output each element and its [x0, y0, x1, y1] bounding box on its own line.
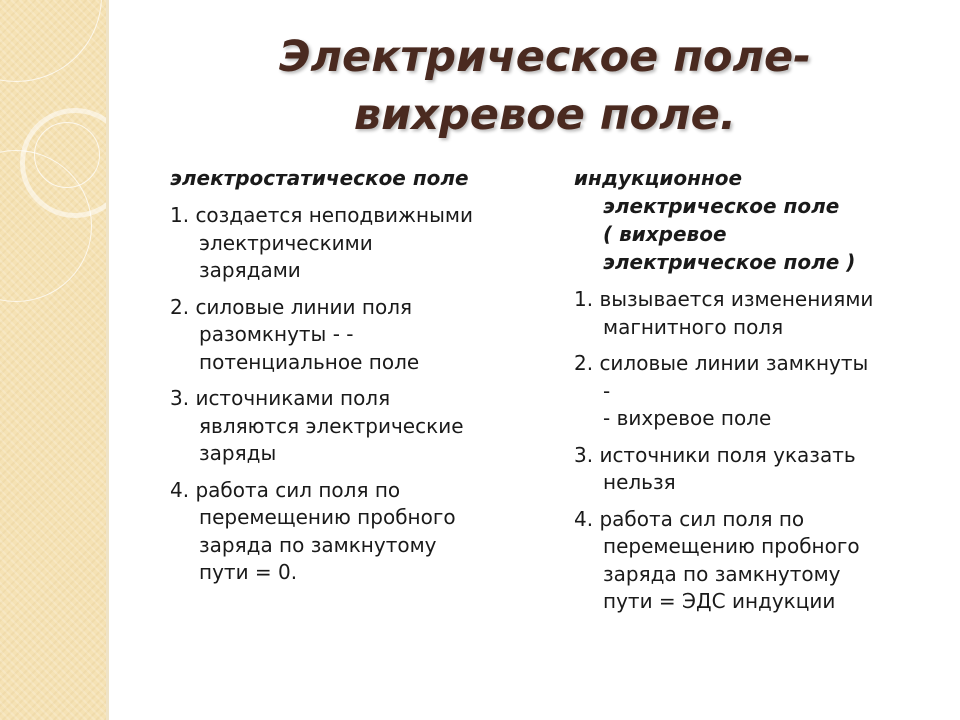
left-item-3-line-3: заряды — [199, 441, 277, 465]
decorative-ring-large — [0, 0, 102, 82]
right-heading-line-2: электрическое поле — [603, 194, 840, 218]
right-heading-line-4: электрическое поле ) — [603, 250, 856, 274]
side-band-edge — [106, 0, 109, 720]
right-item-4 — [574, 506, 939, 616]
right-heading-line-3: ( вихревое — [603, 222, 727, 246]
title-line-1: Электрическое поле- — [278, 32, 812, 82]
right-item-2-line-2: - — [603, 378, 611, 403]
decorative-side-band — [0, 0, 106, 720]
left-column-heading: электростатическое поле — [170, 166, 469, 190]
slide-title — [200, 28, 890, 144]
right-item-1-line-1: 1. вызывается изменениями — [574, 287, 874, 311]
left-item-2-line-1: 2. силовые линии поля — [170, 294, 413, 319]
left-item-1-line-2: электрическими — [199, 230, 373, 255]
right-item-1-line-2: магнитного поля — [603, 314, 784, 339]
right-column — [574, 164, 939, 625]
right-item-2 — [574, 350, 939, 433]
left-column — [170, 164, 540, 596]
right-item-4-line-1: 4. работа сил поля по — [574, 506, 805, 531]
right-item-4-line-3: заряда по замкнутому — [603, 561, 841, 586]
right-heading-line-1: индукционное — [574, 166, 743, 190]
right-item-2-line-3: - вихревое поле — [603, 406, 772, 430]
left-item-3 — [170, 385, 540, 468]
right-column-heading — [574, 164, 939, 276]
right-item-4-line-4: пути = ЭДС индукции — [603, 589, 836, 613]
right-item-2-line-1: 2. силовые линии замкнуты — [574, 351, 869, 375]
left-item-1-line-3: зарядами — [199, 258, 301, 282]
left-item-4-line-3: заряда по замкнутому — [199, 532, 437, 557]
right-item-3 — [574, 442, 939, 497]
right-item-3-line-2: нельзя — [603, 470, 676, 494]
left-item-4 — [170, 477, 540, 587]
right-item-1 — [574, 286, 939, 341]
title-line-2: вихревое поле. — [353, 90, 737, 140]
left-item-2 — [170, 294, 540, 377]
left-item-1-line-1: 1. создается неподвижными — [170, 203, 474, 227]
left-item-4-line-4: пути = 0. — [199, 560, 298, 584]
left-item-4-line-2: перемещению пробного — [199, 505, 456, 529]
right-item-3-line-1: 3. источники поля указать — [574, 442, 856, 467]
left-item-2-line-3: потенциальное поле — [199, 349, 420, 374]
left-item-1 — [170, 202, 540, 285]
left-item-3-line-1: 3. источниками поля — [170, 386, 391, 410]
left-item-2-line-2: разомкнуты - - — [199, 322, 354, 346]
left-item-4-line-1: 4. работа сил поля по — [170, 477, 401, 502]
left-item-3-line-2: являются электрические — [199, 413, 464, 438]
right-item-4-line-2: перемещению пробного — [603, 534, 860, 558]
